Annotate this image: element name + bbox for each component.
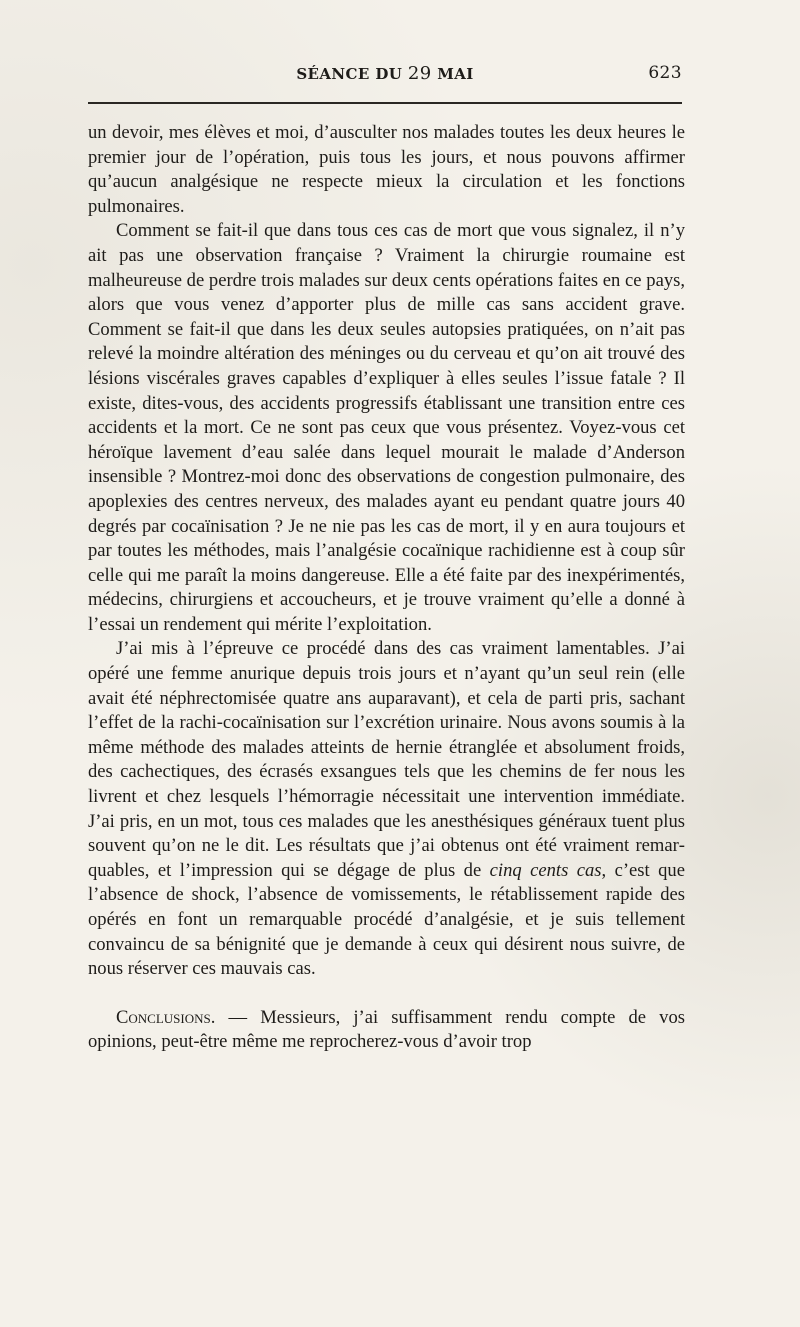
paragraph-1: un devoir, mes élèves et moi, d’ausculter nos malades toutes les deux heures le premier jour de l’opération, puis tous les jours, et nous pouvons affirmer qu’aucun analgésique ne respecte mieux la circulation et les fonctions pulmonaires. <box>88 122 685 217</box>
paragraph-3-text-b: , c’est que l’absence de shock, l’absence de vomissements, le rétablissement rapide des opérés en font un remarquable procédé d’analgésie, et je suis tellement convaincu de sa bénignité que je demande à ceux qui désirent nous suivre, de nous réserver ces mauvais cas. <box>88 859 685 980</box>
paragraph-2: Comment se fait-il que dans tous ces cas de mort que vous signalez, il n’y ait pas une observation française ? Vraiment la chirurgie roumaine est malheureuse de perdre trois malades sur deux cents opérations faites en ce pays, alors que vous venez d’apporter plus de mille cas sans accident grave. Comment se fait-il que dans les deux seules autopsies pratiquées, on n’ait pas relevé la moindre altération des méninges ou du cerveau et qu’on ait trouvé des lésions viscérales graves capables d’expliquer à elles seules l’issue fatale ? Il existe, dites-vous, des accidents progressifs établissant une transition entre ces accidents et la mort. Ce ne sont pas ceux que vous présentez. Voyez-vous cet héroïque lavement d’eau salée dans lequel mourait le malade d’Anderson insensible ? Montrez-moi donc des observations de congestion pulmonaire, des apoplexies des centres nerveux, des malades ayant eu pendant quatre jours 40 degrés par cocaïnisation ? Je ne nie pas les cas de mort, il y en aura toujours et par toutes les méthodes, mais l’analgésie cocaïnique rachidienne est à coup sûr celle qui me paraît la moins dangereuse. Elle a été faite par des inexpérimentés, médecins, chirurgiens et accoucheurs, et je trouve vraiment qu’elle a donné à l’essai un rendement qui mérite l’exploitation. <box>88 220 685 635</box>
page-number: 623 <box>648 63 682 83</box>
conclusions-text: — Messieurs, j’ai suffisamment rendu compte de vos opinions, peut-être même me reprocherez-vous d’avoir trop <box>88 1006 685 1053</box>
body-text <box>88 121 685 1055</box>
paragraph-3 <box>88 637 685 981</box>
paragraph-3-text-a: J’ai mis à l’épreuve ce procédé dans des cas vraiment lamentables. J’ai opéré une femme anurique depuis trois jours et n’ayant qu’un seul rein (elle avait été néphrectomisée quatre ans auparavant), et cela de parti pris, sachant l’effet de la rachi-cocaïnisation sur l’excrétion urinaire. Nous avons soumis à la même méthode des malades atteints de hernie étranglée et absolument froids, des cachectiques, des écrasés exsangues tels que les chemins de fer nous les livrent et chez lesquels l’hémorragie nécessitait une intervention immédiate. J’ai pris, en un mot, tous ces malades que les anesthésiques généraux tuent plus souvent qu’on ne le dit. Les résultats que j’ai obtenus ont été vraiment remarquables, et l’impression qui se dégage de plus de <box>88 638 685 881</box>
running-title-prefix: SÉANCE DU <box>296 65 408 83</box>
paragraph-3-italic: cinq cents cas <box>489 859 602 881</box>
running-title-suffix: MAI <box>431 65 474 83</box>
running-header <box>88 63 682 89</box>
header-rule <box>88 102 682 104</box>
running-title <box>88 63 682 84</box>
running-title-day: 29 <box>407 63 432 84</box>
paragraph-conclusions <box>88 1006 685 1055</box>
conclusions-heading: Conclusions. <box>116 1006 216 1028</box>
